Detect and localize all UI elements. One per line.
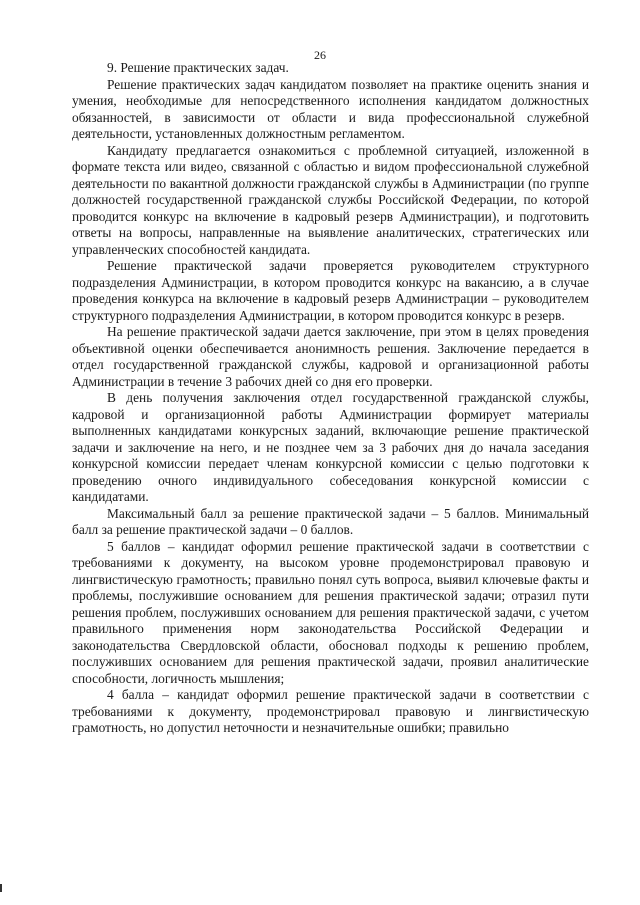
paragraph: Максимальный балл за решение практической задачи – 5 баллов. Минимальный балл за решение практической задачи – 0 баллов. (72, 505, 589, 537)
paragraph: В день получения заключения отдел государственной гражданской службы, кадровой и организационной работы Администрации формирует материалы выполненных кандидатами конкурсных заданий, включающие решение практической задачи и заключение на него, и не позднее чем за 3 рабочих дня до начала заседания конкурсной комиссии передает членам конкурсной комиссии с целью подготовки к проведению очного индивидуального собеседования конкурсной комиссии с кандидатами. (72, 390, 589, 504)
paragraph: 4 балла – кандидат оформил решение практической задачи в соответствии с требованиями к документу, продемонстрировал правовую и лингвистическую грамотность, но допустил неточности и незначительные ошибки; правильно (72, 687, 589, 735)
paragraph: На решение практической задачи дается заключение, при этом в целях проведения объективной оценки обеспечивается анонимность решения. Заключение передается в отдел государственной гражданской службы, кадровой и организационной работы Администрации в течение 3 рабочих дней со дня его проверки. (72, 324, 589, 389)
document-body (72, 60, 589, 737)
section-heading: 9. Решение практических задач. (107, 60, 289, 75)
scan-artifact (0, 884, 2, 892)
paragraph: Решение практической задачи проверяется руководителем структурного подразделения Администрации, в котором проводится конкурс на вакансию, а в случае проведения конкурса на включение в кадровый резерв Администрации – руководителем структурного подразделения Администрации, в котором проводится конкурс в резерв. (72, 258, 589, 323)
page-number: 26 (314, 48, 326, 62)
paragraph: Кандидату предлагается ознакомиться с проблемной ситуацией, изложенной в формате текста или видео, связанной с областью и видом профессиональной служебной деятельности по вакантной должности гражданской службы в Администрации (по группе должностей государственной гражданской службы Российской Федерации, по которой проводится конкурс на включение в кадровый резерв Администрации), и подготовить ответы на вопросы, направленные на выявление аналитических, стратегических или управленческих способностей кандидата. (72, 142, 589, 257)
paragraph: Решение практических задач кандидатом позволяет на практике оценить знания и умения, необходимые для непосредственного исполнения кандидатом должностных обязанностей, в зависимости от области и вида профессиональной служебной деятельности, установленных должностным регламентом. (72, 76, 589, 141)
paragraph: 5 баллов – кандидат оформил решение практической задачи в соответствии с требованиями к документу, на высоком уровне продемонстрировал правовую и лингвистическую грамотность; правильно понял суть вопроса, выявил ключевые факты и проблемы, послужившие основанием для решения практической задачи; отразил пути решения проблем, послуживших основанием для решения практической задачи, с учетом правильного применения норм законодательства Российской Федерации и законодательства Свердловской области, обосновал подходы к решению проблем, послуживших основанием для решения практической задачи, проявил аналитические способности, логичность мышления; (72, 538, 589, 686)
